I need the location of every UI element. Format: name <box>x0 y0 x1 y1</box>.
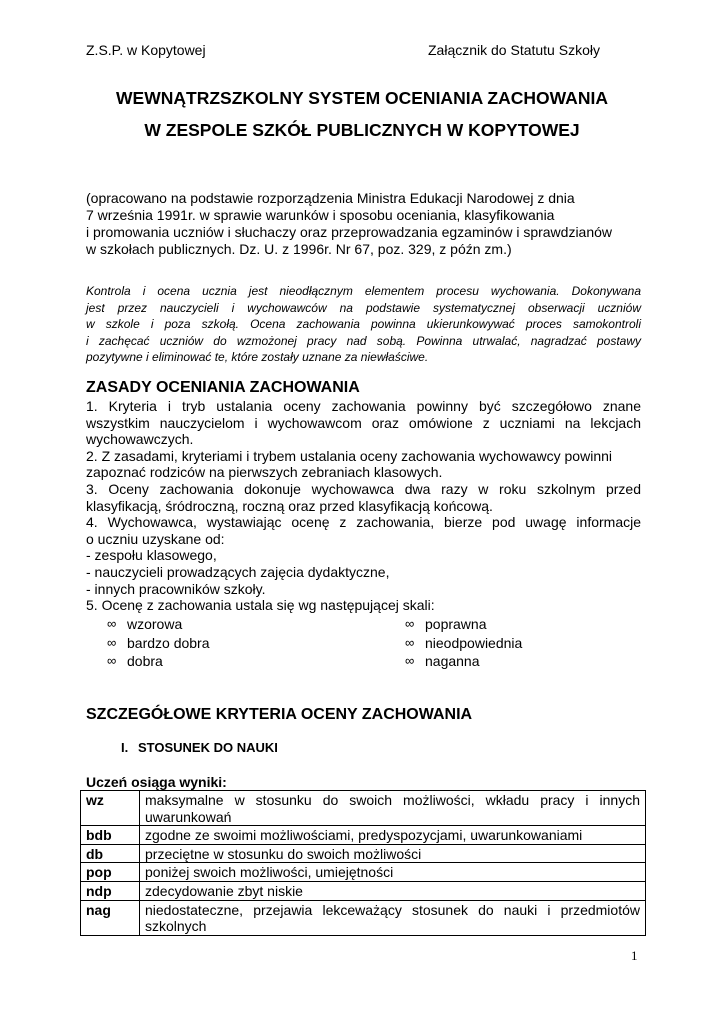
rule-line: - innych pracowników szkoły. <box>86 580 266 597</box>
rule-line: wszystkim nauczycielom i wychowawcom oraz omówione z uczniami na lekcjach <box>86 414 641 431</box>
zasady-heading: ZASADY OCENIANIA ZACHOWANIA <box>86 379 360 396</box>
italic-note <box>86 283 641 366</box>
document-title-line2: W ZESPOLE SZKÓŁ PUBLICZNYCH W KOPYTOWEJ <box>144 120 580 140</box>
scale-label: bardzo dobra <box>127 634 210 651</box>
grade-description <box>140 863 646 882</box>
intro-line: w szkołach publicznych. Dz. U. z 1996r. Nr 67, poz. 329, z późn zm.) <box>86 241 512 257</box>
rule-line: 4. Wychowawca, wystawiając ocenę z zachowania, bierze pod uwagę informacje <box>86 514 641 531</box>
rule-line: zapoznać rodziców na pierwszych zebraniach klasowych. <box>86 464 443 481</box>
grade-description <box>140 900 646 935</box>
header-attachment-label: Załącznik do Statutu Szkoły <box>428 42 600 58</box>
section-title: STOSUNEK DO NAUKI <box>138 740 278 755</box>
scale-item <box>405 615 522 634</box>
infinity-bullet-icon: ∞ <box>107 616 117 631</box>
description-line: poniżej swoich możliwości, umiejętności <box>145 864 394 881</box>
infinity-bullet-icon: ∞ <box>405 653 415 668</box>
description-line: zgodne ze swoimi możliwościami, predyspozycjami, uwarunkowaniami <box>145 827 583 844</box>
scale-label: wzorowa <box>127 616 183 632</box>
scale-item <box>405 652 522 671</box>
table-row <box>81 881 646 900</box>
grade-description <box>140 791 646 826</box>
infinity-bullet-icon: ∞ <box>107 653 117 668</box>
scale-item <box>107 652 210 671</box>
scale-label: nieodpowiednia <box>425 634 523 651</box>
intro-line: i promowania uczniów i słuchaczy oraz przeprowadzania egzaminów i sprawdzianów <box>86 224 613 240</box>
section-numeral: I. <box>121 740 129 755</box>
rule-line: 2. Z zasadami, kryteriami i trybem ustalania oceny zachowania wychowawcy powinni <box>86 447 612 464</box>
header-school-name: Z.S.P. w Kopytowej <box>86 42 206 58</box>
grade-code: ndp <box>81 881 140 900</box>
grade-description <box>140 844 646 863</box>
italic-note-line: pozytywne i eliminować te, które zostały uznane za niewłaściwe. <box>86 350 429 364</box>
rule-line: klasyfikacją, śródroczną, roczną oraz przed klasyfikacją końcową. <box>86 497 493 514</box>
grade-description <box>140 826 646 845</box>
table-row <box>81 826 646 845</box>
grades-table <box>80 790 646 936</box>
scale-label: dobra <box>127 653 163 669</box>
rule-line: 5. Ocenę z zachowania ustala się wg następującej skali: <box>86 597 435 614</box>
table-row <box>81 863 646 882</box>
page-number: 1 <box>631 948 638 963</box>
zasady-rules <box>86 398 641 614</box>
description-line: uwarunkowań <box>145 808 232 825</box>
scale-item <box>107 634 210 653</box>
description-line: zdecydowanie zbyt niskie <box>145 882 303 899</box>
italic-note-line: Kontrola i ocena ucznia jest nieodłącznym elementem procesu wychowania. Dokonywana <box>86 284 641 298</box>
intro-paragraph <box>86 190 641 258</box>
italic-note-line: jest przez nauczycieli i wychowawców na podstawie systematycznej obserwacji uczniów <box>86 300 641 315</box>
rule-line: wychowawczych. <box>86 431 194 448</box>
grade-scale-left <box>107 615 210 671</box>
table-row <box>81 900 646 935</box>
section-heading <box>121 740 278 755</box>
description-line: szkolnych <box>145 918 207 935</box>
description-line: niedostateczne, przejawia lekceważący stosunek do nauki i przedmiotów <box>145 901 640 918</box>
rule-line: - zespołu klasowego, <box>86 547 217 564</box>
italic-note-line: w szkole i poza szkołą. Ocena zachowania powinna ukierunkowywać proces samokontroli <box>86 317 641 331</box>
rule-line: 3. Oceny zachowania dokonuje wychowawca dwa razy w roku szkolnym przed <box>86 480 641 497</box>
description-line: przeciętne w stosunku do swoich możliwości <box>145 845 422 862</box>
infinity-bullet-icon: ∞ <box>107 634 117 650</box>
grade-code: pop <box>81 863 140 882</box>
scale-label: naganna <box>425 653 480 669</box>
infinity-bullet-icon: ∞ <box>405 616 415 631</box>
grade-description <box>140 881 646 900</box>
document-title-line1: WEWNĄTRZSZKOLNY SYSTEM OCENIANIA ZACHOWANIA <box>116 88 608 108</box>
table-row <box>81 791 646 826</box>
grade-scale-right <box>405 615 522 671</box>
scale-label: poprawna <box>425 616 487 632</box>
rule-line: - nauczycieli prowadzących zajęcia dydaktyczne, <box>86 563 390 580</box>
table-caption: Uczeń osiąga wyniki: <box>86 774 227 790</box>
grade-code: db <box>81 844 140 863</box>
grade-code: wz <box>81 791 140 826</box>
italic-note-line: i zachęcać uczniów do wzmożonej pracy nad sobą. Powinna utrwalać, nagradzać postawy <box>86 333 641 348</box>
rule-line: o uczniu uzyskane od: <box>86 530 225 547</box>
infinity-bullet-icon: ∞ <box>405 634 415 650</box>
grade-code: nag <box>81 900 140 935</box>
grade-code: bdb <box>81 826 140 845</box>
scale-item <box>405 634 522 653</box>
intro-line: 7 września 1991r. w sprawie warunków i sposobu oceniania, klasyfikowania <box>86 207 555 223</box>
table-row <box>81 844 646 863</box>
scale-item <box>107 615 210 634</box>
rule-line: 1. Kryteria i tryb ustalania oceny zachowania powinny być szczegółowo znane <box>86 398 641 414</box>
intro-line: (opracowano na podstawie rozporządzenia Ministra Edukacji Narodowej z dnia <box>86 190 575 206</box>
description-line: maksymalne w stosunku do swoich możliwości, wkładu pracy i innych <box>145 792 640 808</box>
kryteria-heading: SZCZEGÓŁOWE KRYTERIA OCENY ZACHOWANIA <box>86 706 473 723</box>
